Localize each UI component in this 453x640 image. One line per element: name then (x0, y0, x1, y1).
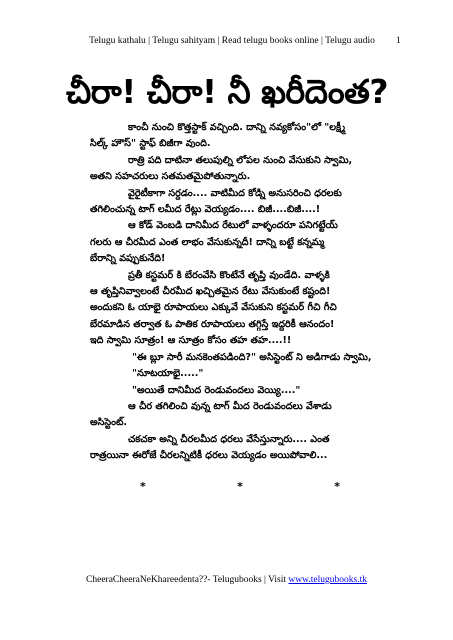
page-header: Telugu kathalu | Telugu sahityam | Read telugu books online | Telugu audio (89, 36, 375, 46)
paragraph-line: వైరైటీకాగా సర్దడం.... వాటిమీద కోడ్ని అనుసరించి ధరలకు (128, 187, 342, 199)
paragraph-line: ఆ చీర తగిలించి వున్న టాగ్ మీద రెండువందలు వేశాడు (128, 400, 332, 412)
paragraph-line: ప్రతీ కస్టమర్ కి బేరంవేసి కొంటేనే తృప్తి వుండేది. వాళ్ళకి (128, 269, 330, 281)
star-mark: * (334, 480, 340, 493)
paragraph-line: రాత్రి పది దాటినా తలుపుల్ని లోపల నుంచి వేసుకుని స్వామి, (128, 154, 353, 166)
page-number: 1 (396, 36, 401, 46)
footer-link[interactable]: www.telugubooks.tk (288, 575, 367, 585)
paragraph-line: "ఈ బ్లూ సారీ మనకెంతపడింది?" అసిస్టెంట్ ని అడిగాడు స్వామి, (132, 351, 372, 363)
paragraph-line: ఆ తృప్తినివ్వాలంటే చీరమీద ఖచ్చితమైన రేటు వేసుకుంటే కష్టంది! (90, 286, 331, 298)
paragraph-line: అసిస్టెంట్. (90, 417, 128, 429)
footer-text: CheeraCheeraNeKhareedenta??- Telugubooks | Visit (86, 575, 289, 585)
paragraph-line: ఇది స్వామి సూత్రం! ఆ సూత్రం కోసం తహ తహ....!! (90, 335, 292, 347)
paragraph-line: బేరాన్ని వప్పుకునేది! (90, 253, 166, 265)
paragraph-line: గలరు ఆ చీరమీద ఎంత లాభం వేసుకున్నదీ! దాన్ని బట్టే కన్నమ్మ (90, 236, 325, 248)
story-body (90, 120, 382, 465)
paragraph-line: "అయితే దానిమీద రెండువందలు వెయ్యి...." (132, 384, 301, 396)
section-divider-stars (140, 480, 340, 493)
paragraph-line: కాంచీ నుంచి కొత్తస్టాక్ వచ్చింది. దాన్ని నవ్యకోసం"లో "లక్ష్మీ (128, 122, 346, 133)
page-footer (40, 575, 413, 585)
paragraph-line: అతని సహచరులు సతమతమైపోతున్నారు. (90, 171, 251, 183)
star-mark: * (237, 480, 243, 493)
paragraph-line: తగిలించున్న టాగ్ లమీద రేట్లు వెయ్యడం.... బిజీ....బిజీ....! (90, 204, 321, 216)
paragraph-line: బేరమాడిన తర్వాత ఓ పాతిక రూపాయలు తగ్గిస్తే ఇద్దరికీ ఆనందం! (90, 318, 335, 330)
paragraph-line: "నూటయాభై....." (132, 368, 204, 380)
paragraph-line: ఆ కోడ్ వెంబడి దానిమీద రేటులో వాళ్ళందరూ పనిగట్టేయ్ (128, 220, 338, 232)
star-mark: * (140, 480, 146, 493)
paragraph-line: చకచకా అన్ని చీరలమీద ధరలు వేసేస్తున్నారు.... ఎంత (128, 433, 330, 445)
paragraph-line: సిల్క్ హౌస్" స్టాఫ్ బిజీగా వుంది. (90, 138, 211, 150)
story-title: చీరా! చీరా! నీ ఖరీదెంత? (66, 72, 388, 111)
paragraph-line: అందుకని ఓ యాభై రూపాయలు ఎక్కువే వేసుకుని కస్టమర్ గీచి గీచి (90, 302, 337, 314)
paragraph-line: రాత్రయినా ఈరోజే చీరలన్నిటికీ ధరలు వెయ్యడం అయిపోవాలి... (90, 450, 328, 462)
